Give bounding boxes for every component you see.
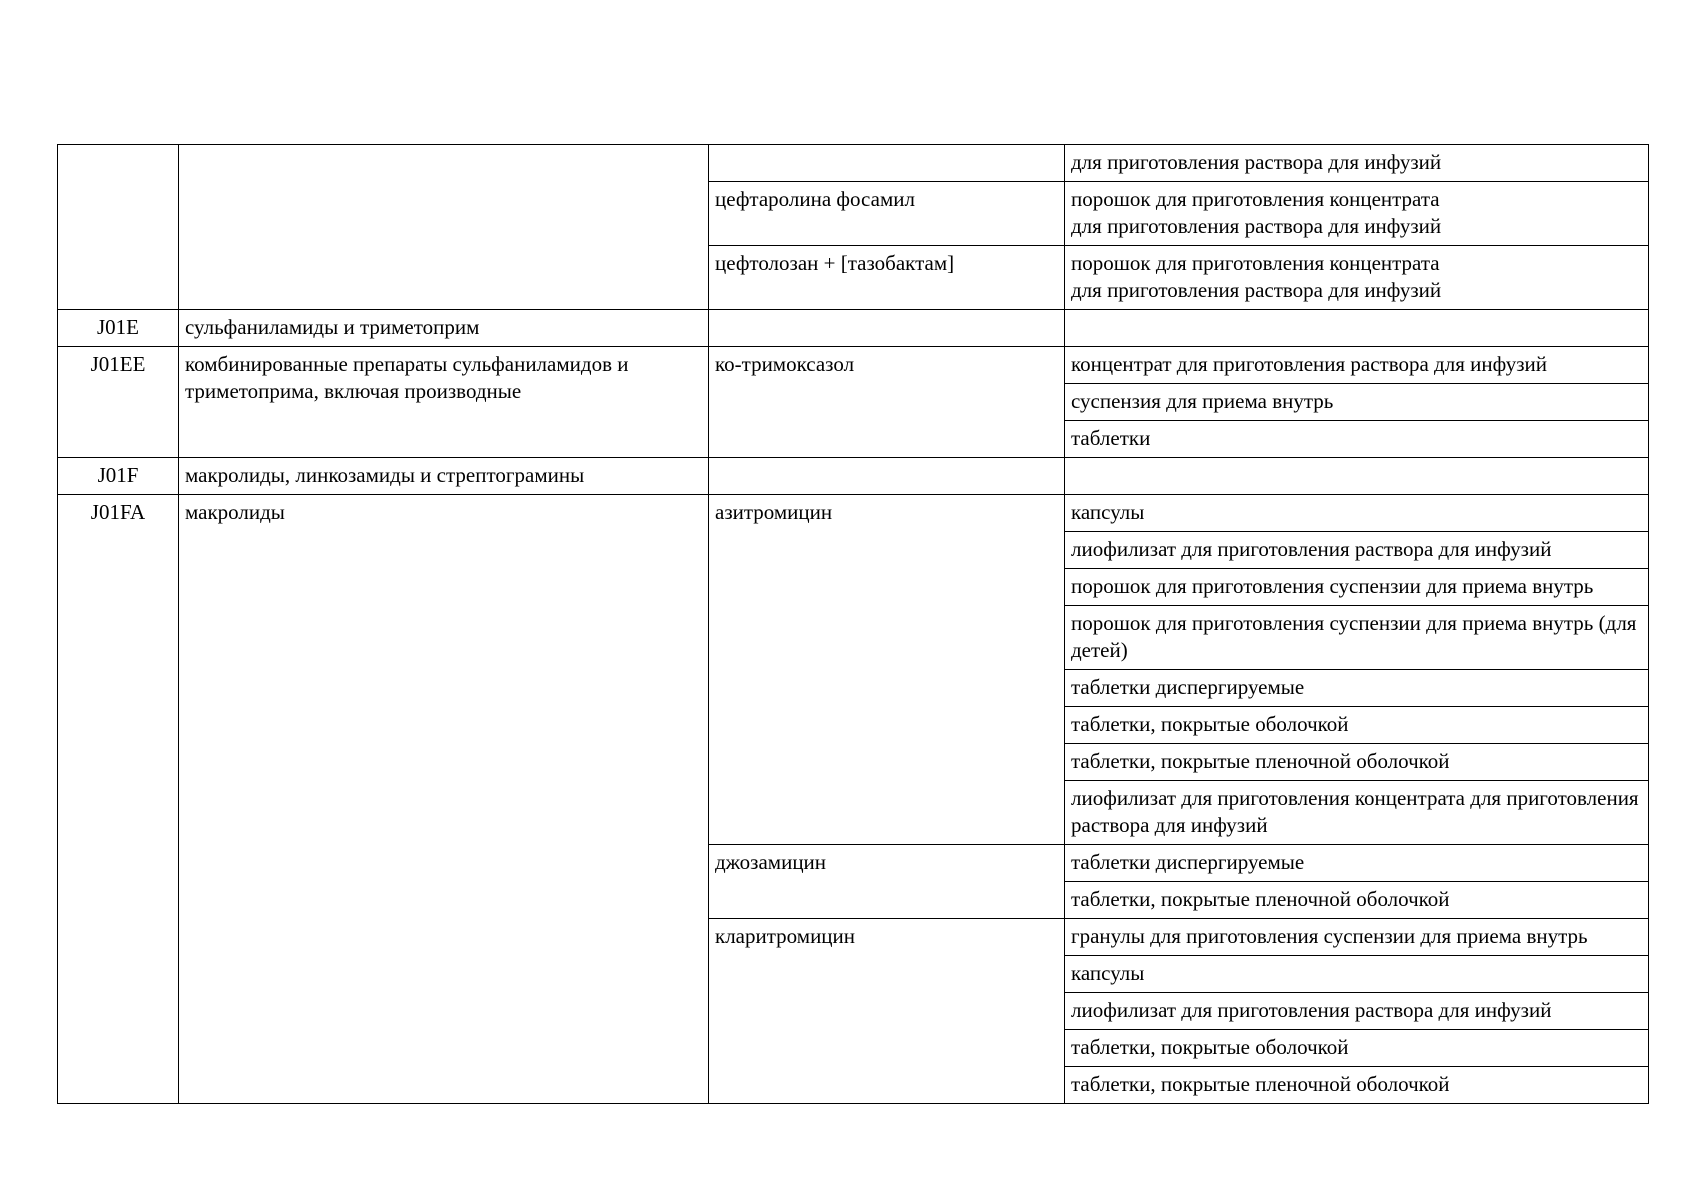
dosage-form-cell: лиофилизат для приготовления концентрата для приготовления раствора для инфузий (1065, 781, 1649, 845)
drug-list-table (57, 144, 1649, 1104)
table-row (58, 310, 1649, 347)
drug-name-cell: цефтолозан + [тазобактам] (709, 246, 1065, 310)
dosage-form-cell: для приготовления раствора для инфузий (1065, 145, 1649, 182)
dosage-form-cell: суспензия для приема внутрь (1065, 384, 1649, 421)
group-name-cell: сульфаниламиды и триметоприм (179, 310, 709, 347)
dosage-form-cell: лиофилизат для приготовления раствора для инфузий (1065, 532, 1649, 569)
atc-code-cell: J01E (58, 310, 179, 347)
drug-name-cell (709, 310, 1065, 347)
dosage-form-cell: лиофилизат для приготовления раствора для инфузий (1065, 993, 1649, 1030)
dosage-form-cell (1065, 458, 1649, 495)
dosage-form-cell: порошок для приготовления концентрата для приготовления раствора для инфузий (1065, 246, 1649, 310)
dosage-form-cell: таблетки диспергируемые (1065, 845, 1649, 882)
atc-code-cell: J01EE (58, 347, 179, 458)
table-row (58, 347, 1649, 384)
dosage-form-cell: таблетки диспергируемые (1065, 670, 1649, 707)
dosage-form-cell: таблетки, покрытые оболочкой (1065, 1030, 1649, 1067)
dosage-form-cell: таблетки, покрытые оболочкой (1065, 707, 1649, 744)
drug-name-cell: цефтаролина фосамил (709, 182, 1065, 246)
atc-code-cell (58, 145, 179, 310)
dosage-form-cell: гранулы для приготовления суспензии для приема внутрь (1065, 919, 1649, 956)
dosage-form-cell: капсулы (1065, 956, 1649, 993)
dosage-form-cell (1065, 310, 1649, 347)
table-row (58, 458, 1649, 495)
dosage-form-cell: порошок для приготовления концентрата для приготовления раствора для инфузий (1065, 182, 1649, 246)
table-row (58, 495, 1649, 532)
table-row (58, 145, 1649, 182)
group-name-cell: макролиды, линкозамиды и стрептограмины (179, 458, 709, 495)
dosage-form-cell: таблетки, покрытые пленочной оболочкой (1065, 744, 1649, 781)
atc-code-cell: J01FA (58, 495, 179, 1104)
drug-name-cell: азитромицин (709, 495, 1065, 845)
dosage-form-cell: таблетки, покрытые пленочной оболочкой (1065, 882, 1649, 919)
dosage-form-cell: капсулы (1065, 495, 1649, 532)
dosage-form-cell: таблетки, покрытые пленочной оболочкой (1065, 1067, 1649, 1104)
drug-name-cell: кларитромицин (709, 919, 1065, 1104)
drug-name-cell (709, 458, 1065, 495)
group-name-cell: макролиды (179, 495, 709, 1104)
drug-name-cell: джозамицин (709, 845, 1065, 919)
dosage-form-cell: порошок для приготовления суспензии для приема внутрь (1065, 569, 1649, 606)
dosage-form-cell: таблетки (1065, 421, 1649, 458)
drug-name-cell: ко-тримоксазол (709, 347, 1065, 458)
dosage-form-cell: порошок для приготовления суспензии для приема внутрь (для детей) (1065, 606, 1649, 670)
dosage-form-cell: концентрат для приготовления раствора для инфузий (1065, 347, 1649, 384)
drug-name-cell (709, 145, 1065, 182)
group-name-cell (179, 145, 709, 310)
group-name-cell: комбинированные препараты сульфаниламидов и триметоприма, включая производные (179, 347, 709, 458)
atc-code-cell: J01F (58, 458, 179, 495)
